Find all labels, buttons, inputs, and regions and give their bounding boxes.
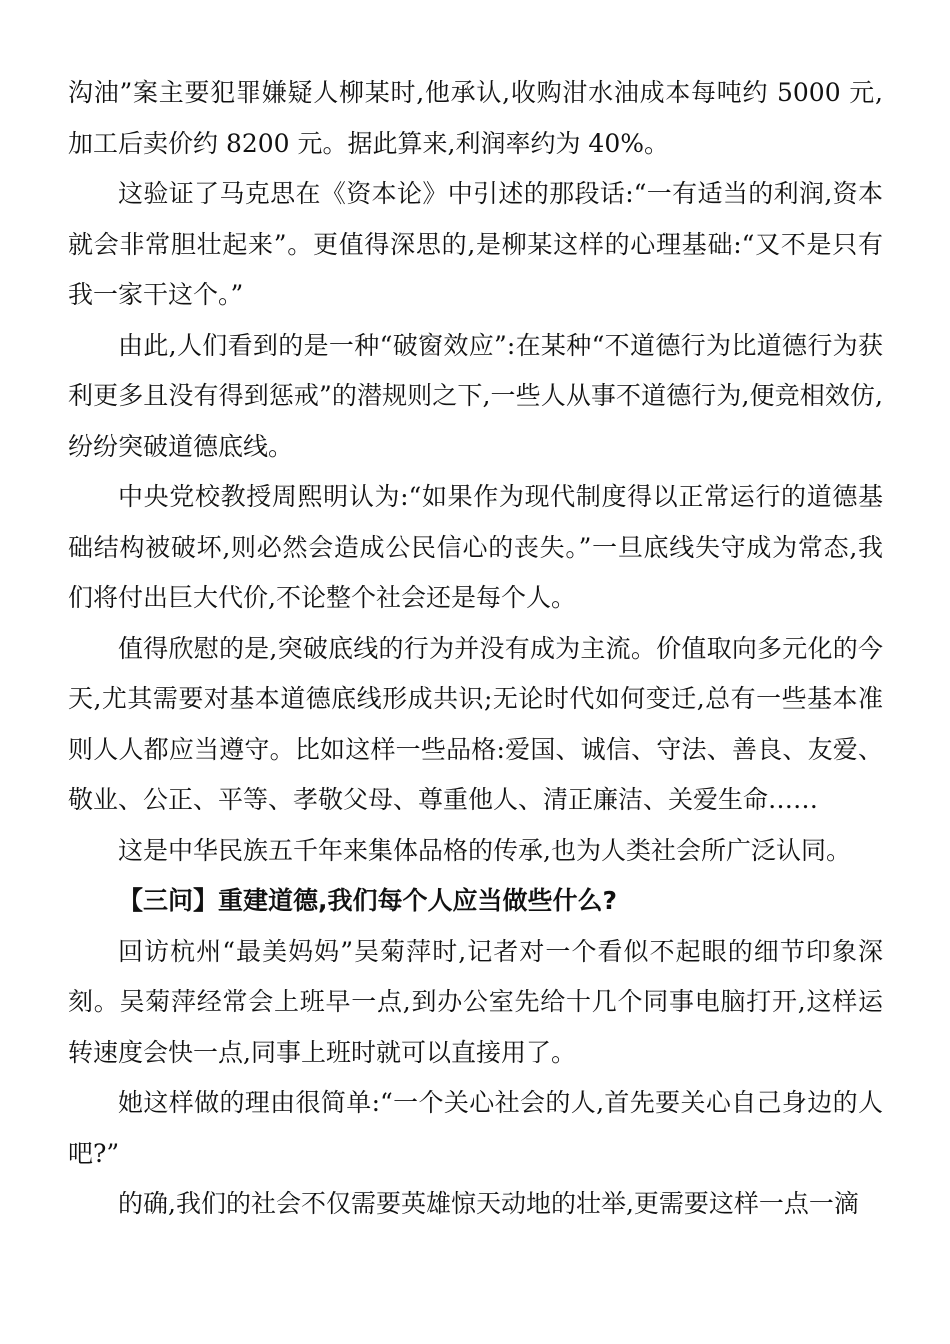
paragraph-7: 回访杭州“最美妈妈”吴菊萍时,记者对一个看似不起眼的细节印象深刻。吴菊萍经常会上班早一点,到办公室先给十几个同事电脑打开,这样运转速度会快一点,同事上班时就可以直接用了。	[68, 936, 883, 1067]
section-heading: 【三问】重建道德,我们每个人应当做些什么?	[118, 886, 618, 915]
paragraph-2: 这验证了马克思在《资本论》中引述的那段话:“一有适当的利润,资本就会非常胆壮起来”。更值得深思的,是柳某这样的心理基础:“又不是只有我一家干这个。”	[68, 179, 883, 309]
paragraph-4: 中央党校教授周熙明认为:“如果作为现代制度得以正常运行的道德基础结构被破坏,则必然会造成公民信心的丧失。”一旦底线失守成为常态,我们将付出巨大代价,不论整个社会还是每个人。	[68, 482, 883, 612]
paragraph-6: 这是中华民族五千年来集体品格的传承,也为人类社会所广泛认同。	[118, 835, 851, 865]
paragraph-3: 由此,人们看到的是一种“破窗效应”:在某种“不道德行为比道德行为获利更多且没有得到惩戒”的潜规则之下,一些人从事不道德行为,便竞相效仿,纷纷突破道德底线。	[68, 330, 883, 461]
paragraph-5: 值得欣慰的是,突破底线的行为并没有成为主流。价值取向多元化的今天,尤其需要对基本道德底线形成共识;无论时代如何变迁,总有一些基本准则人人都应当遵守。比如这样一些品格:爱国、诚信、守法、善良、友爱、敬业、公正、平等、孝敬父母、尊重他人、清正廉洁、关爱生命……	[68, 633, 883, 814]
document-page	[68, 68, 883, 1230]
paragraph-1: 沟油”案主要犯罪嫌疑人柳某时,他承认,收购泔水油成本每吨约 5000 元,加工后卖价约 8200 元。据此算来,利润率约为 40%。	[68, 78, 883, 158]
paragraph-9: 的确,我们的社会不仅需要英雄惊天动地的壮举,更需要这样一点一滴	[118, 1189, 859, 1218]
paragraph-8: 她这样做的理由很简单:“一个关心社会的人,首先要关心自己身边的人吧?”	[68, 1088, 883, 1168]
